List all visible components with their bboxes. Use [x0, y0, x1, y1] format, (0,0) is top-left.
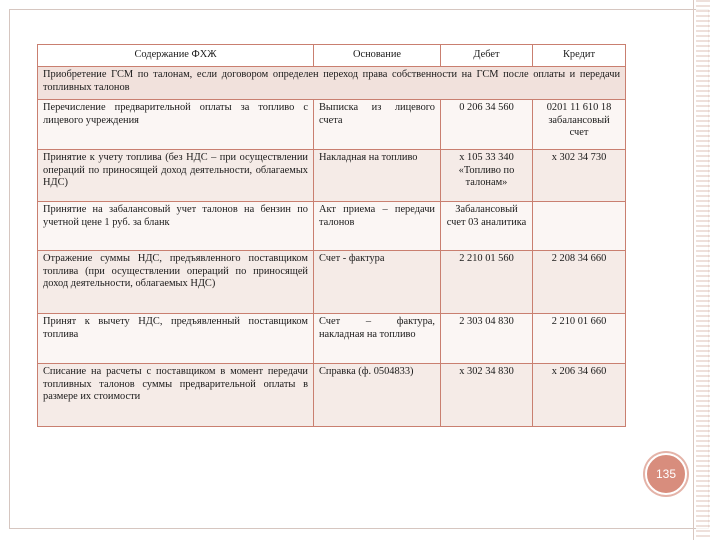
- row-credit: 0201 11 610 18 забалансовый счет: [533, 100, 626, 150]
- row-basis: Справка (ф. 0504833): [314, 364, 441, 427]
- table-row: [38, 150, 626, 202]
- table-row: [38, 314, 626, 364]
- table-row: [38, 364, 626, 427]
- row-basis: Накладная на топливо: [314, 150, 441, 202]
- row-content: Принят к вычету НДС, предъявленный поставщиком топлива: [38, 314, 314, 364]
- row-credit: х 302 34 730: [533, 150, 626, 202]
- page-number-badge: 135: [645, 453, 687, 495]
- row-content: Списание на расчеты с поставщиком в момент передачи топливных талонов суммы предварительной оплаты в размере их стоимости: [38, 364, 314, 427]
- table-row: [38, 202, 626, 251]
- row-debit: 2 303 04 830: [441, 314, 533, 364]
- table-row: [38, 251, 626, 314]
- row-content: Принятие к учету топлива (без НДС – при осуществлении операций по приносящей доход деятельности, облагаемых НДС): [38, 150, 314, 202]
- decorative-line: [693, 0, 694, 540]
- row-credit: 2 210 01 660: [533, 314, 626, 364]
- row-debit: 2 210 01 560: [441, 251, 533, 314]
- header-credit: Кредит: [533, 45, 626, 67]
- header-debit: Дебет: [441, 45, 533, 67]
- table-row: [38, 100, 626, 150]
- decorative-stripe: [696, 0, 710, 540]
- table-header-row: [38, 45, 626, 67]
- accounting-table-container: [37, 44, 625, 427]
- row-credit: х 206 34 660: [533, 364, 626, 427]
- section-title: Приобретение ГСМ по талонам, если договором определен переход права собственности на ГСМ после оплаты и передачи топливных талонов: [38, 67, 626, 100]
- row-content: Отражение суммы НДС, предъявленного поставщиком топлива (при осуществлении операций по приносящей доход деятельности, облагаемых НДС): [38, 251, 314, 314]
- header-content: Содержание ФХЖ: [38, 45, 314, 67]
- row-content: Принятие на забалансовый учет талонов на бензин по учетной цене 1 руб. за бланк: [38, 202, 314, 251]
- row-debit: х 105 33 340 «Топливо по талонам»: [441, 150, 533, 202]
- row-content: Перечисление предварительной оплаты за топливо с лицевого учреждения: [38, 100, 314, 150]
- section-row: [38, 67, 626, 100]
- accounting-table: [37, 44, 626, 427]
- row-basis: Акт приема – передачи талонов: [314, 202, 441, 251]
- header-basis: Основание: [314, 45, 441, 67]
- row-credit: 2 208 34 660: [533, 251, 626, 314]
- row-debit: 0 206 34 560: [441, 100, 533, 150]
- row-basis: Счет - фактура: [314, 251, 441, 314]
- row-debit: Забалансовый счет 03 аналитика: [441, 202, 533, 251]
- row-basis: Счет – фактура, накладная на топливо: [314, 314, 441, 364]
- row-basis: Выписка из лицевого счета: [314, 100, 441, 150]
- row-debit: х 302 34 830: [441, 364, 533, 427]
- row-credit: [533, 202, 626, 251]
